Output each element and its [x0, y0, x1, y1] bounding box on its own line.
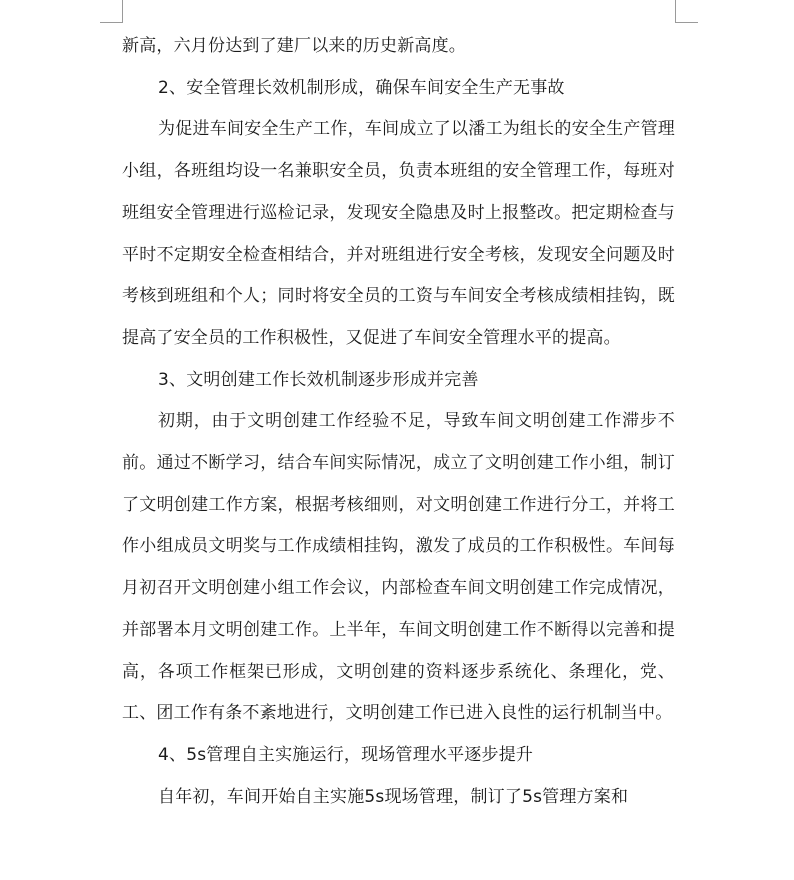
paragraph-continuation: 新高，六月份达到了建厂以来的历史新高度。: [122, 36, 466, 56]
section-heading-5s: 4、5s管理自主实施运行，现场管理水平逐步提升: [158, 744, 534, 765]
section-heading-civilization: 3、文明创建工作长效机制逐步形成并完善: [158, 369, 479, 390]
margin-corner-top-left: [100, 0, 123, 23]
paragraph-safety: 为促进车间安全生产工作，车间成立了以潘工为组长的安全生产管理小组，各班组均设一名兼职安全员，负责本班组的安全管理工作，每班对班组安全管理进行巡检记录，发现安全隐患及时上报整改。把定期检查与平时不定期安全检查相结合，并对班组进行安全考核，发现安全问题及时考核到班组和个人；同时将安全员的工资与车间安全考核成绩相挂钩，既提高了安全员的工作积极性，又促进了车间安全管理水平的提高。: [122, 119, 675, 348]
section-heading-safety: 2、安全管理长效机制形成，确保车间安全生产无事故: [158, 77, 565, 98]
document-body[interactable]: [122, 26, 675, 818]
paragraph-5s: 自年初，车间开始自主实施5s现场管理，制订了5s管理方案和: [158, 786, 629, 807]
paragraph-civilization: 初期，由于文明创建工作经验不足，导致车间文明创建工作滞步不前。通过不断学习，结合车间实际情况，成立了文明创建工作小组，制订了文明创建工作方案，根据考核细则，对文明创建工作进行分工，并将工作小组成员文明奖与工作成绩相挂钩，激发了成员的工作积极性。车间每月初召开文明创建小组工作会议，内部检查车间文明创建工作完成情况，并部署本月文明创建工作。上半年，车间文明创建工作不断得以完善和提高，各项工作框架已形成，文明创建的资料逐步系统化、条理化，党、工、团工作有条不紊地进行，文明创建工作已进入良性的运行机制当中。: [122, 411, 675, 724]
margin-corner-top-right: [675, 0, 698, 23]
